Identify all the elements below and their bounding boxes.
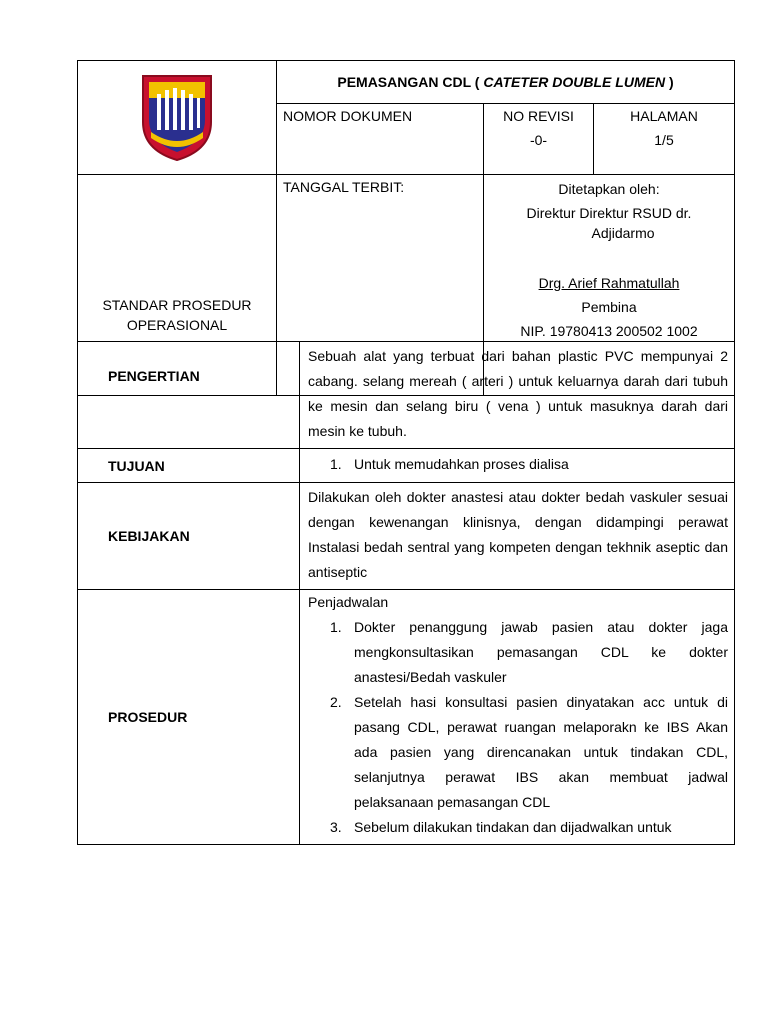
signer-rank: Pembina bbox=[581, 299, 637, 315]
list-item: 2. Setelah hasi konsultasi pasien dinyatakan acc untuk di pasang CDL, perawat ruangan melaporakn ke IBS Akan ada pasien yang direncanakan untuk tindakan CDL, selanjutnya perawat IBS akan membuat jadwal pelaksanaan pemasangan CDL bbox=[330, 694, 728, 810]
direktur-line-2: Adjidarmo bbox=[591, 225, 655, 241]
tujuan-list bbox=[308, 452, 728, 477]
halaman-value: 1/5 bbox=[654, 132, 674, 148]
kebijakan-text: Dilakukan oleh dokter anastesi atau dokter bedah vaskuler sesuai dengan kewenangan klinisnya, dengan didampingi perawat Instalasi bedah sentral yang kompeten dengan tekhnik aseptic dan antiseptic bbox=[300, 483, 735, 590]
halaman-label: HALAMAN bbox=[630, 108, 698, 124]
no-revisi-label: NO REVISI bbox=[503, 108, 574, 124]
tujuan-list-cell bbox=[300, 449, 735, 483]
kebijakan-label: KEBIJAKAN bbox=[78, 483, 300, 590]
ditetapkan-label: Ditetapkan oleh: bbox=[558, 181, 660, 197]
tujuan-label: TUJUAN bbox=[78, 449, 300, 483]
list-item: 1. Dokter penanggung jawab pasien atau dokter jaga mengkonsultasikan pemasangan CDL ke dokter anastesi/Bedah vaskuler bbox=[330, 619, 728, 685]
no-revisi-cell bbox=[484, 104, 594, 175]
prosedur-intro: Penjadwalan bbox=[308, 594, 389, 610]
list-item: 1. Untuk memudahkan proses dialisa bbox=[330, 456, 569, 472]
list-item: 3. Sebelum dilakukan tindakan dan dijadwalkan untuk bbox=[330, 819, 672, 835]
sop-body-table bbox=[77, 341, 735, 845]
halaman-cell bbox=[594, 104, 735, 175]
nomor-dokumen-cell bbox=[277, 104, 484, 175]
hospital-logo bbox=[139, 70, 215, 162]
prosedur-cell bbox=[300, 590, 735, 845]
pengertian-text: Sebuah alat yang terbuat dari bahan plastic PVC mempunyai 2 cabang. selang mereah ( arteri ) untuk keluarnya darah dari tubuh ke mesin dan selang biru ( vena ) untuk masuknya darah dari mesin ke tubuh. bbox=[300, 342, 735, 449]
signer-name: Drg. Arief Rahmatullah bbox=[538, 275, 680, 291]
title-italic: CATETER DOUBLE LUMEN bbox=[483, 74, 666, 90]
signer-nip: NIP. 19780413 200502 1002 bbox=[520, 323, 698, 339]
prosedur-list bbox=[308, 615, 728, 840]
no-revisi-value: -0- bbox=[529, 132, 548, 148]
nomor-dokumen-label: NOMOR DOKUMEN bbox=[283, 108, 413, 124]
pengertian-label: PENGERTIAN bbox=[78, 342, 300, 449]
sop-line-2: OPERASIONAL bbox=[126, 317, 228, 333]
prosedur-label: PROSEDUR bbox=[78, 590, 300, 845]
document-title: PEMASANGAN CDL ( CATETER DOUBLE LUMEN ) bbox=[277, 61, 735, 104]
tanggal-terbit-label: TANGGAL TERBIT: bbox=[283, 179, 405, 195]
direktur-line-1: Direktur Direktur RSUD dr. bbox=[526, 205, 692, 221]
logo-cell bbox=[78, 61, 277, 175]
sop-line-1: STANDAR PROSEDUR bbox=[102, 297, 252, 313]
